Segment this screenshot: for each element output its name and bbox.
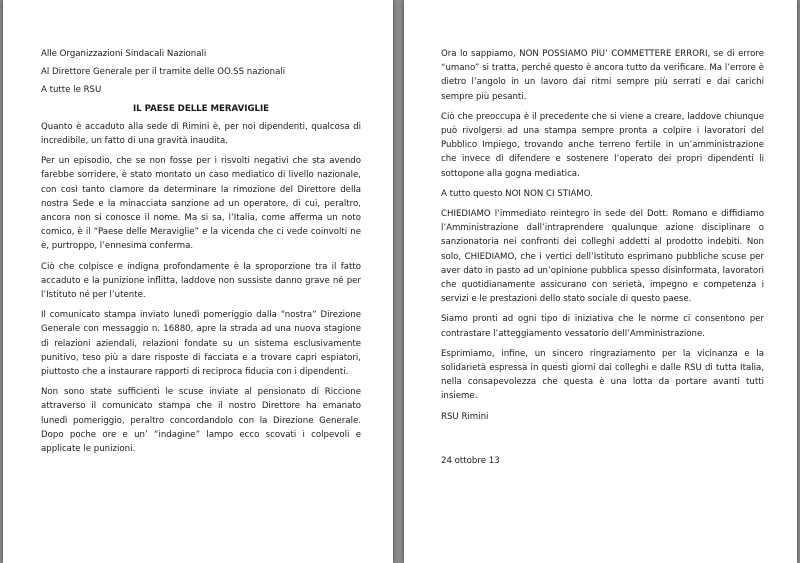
- body-paragraph: Per un episodio, che se non fosse per i risvolti negativi che sta avendo farebbe sorridere, è stato montato un caso mediatico di livello nazionale, con così tanto clamore da determinare la rimozione del Direttore della nostra Sede e la minacciata sanzione ad un operatore, di cui, peraltro, ancora non si conosce il nome. Ma si sa, l’Italia, come afferma un noto comico, è il “Paese delle Meraviglie” e la vicenda che ci vede coinvolti ne è, purtroppo, l’ennesima conferma.: [41, 156, 361, 252]
- body-paragraph: Non sono state sufficienti le scuse inviate al pensionato di Riccione attraverso il comunicato stampa che il nostro Direttore ha emanato lunedì pomeriggio, peraltro concordandolo con la Direzione Generale. Dopo poche ore e un’ “indagine” lampo ecco scovati i colpevoli e applicate le punizioni.: [41, 387, 361, 455]
- spacer: [441, 430, 764, 454]
- body-paragraph: Esprimiamo, infine, un sincero ringraziamento per la vicinanza e la solidarietà espressa in questi giorni dai colleghi e dalle RSU di tutta Italia, nella consapevolezza che questa è una lotta da portare avanti tutti insieme.: [441, 348, 764, 402]
- body-paragraph: Ciò che colpisce e indigna profondamente è la sproporzione tra il fatto accaduto e la punizione inflitta, laddove non sussiste danno grave né per l’Istituto né per l’utente.: [41, 261, 361, 301]
- body-paragraph: Il comunicato stampa inviato lunedì pomeriggio dalla “nostra” Direzione Generale con messaggio n. 16880, apre la strada ad una nuova stagione di relazioni aziendali, relazioni fondate su un sistema esclusivamente punitivo, teso più a dare risposte di facciata e a trovare capri espiatori, piuttosto che a instaurare rapporti di reciproca fiducia con i dipendenti.: [41, 310, 361, 378]
- body-paragraph: CHIEDIAMO l’immediato reintegro in sede del Dott. Romano e diffidiamo l’Amministrazione dall’intraprendere qualunque azione disciplinare o sanzionatoria nei confronti dei colleghi addetti al prodotto indebiti. Non solo, CHIEDIAMO, che i vertici dell’Istituto esprimano pubbliche scuse per aver dato in pasto ad un’opinione pubblica spesso disinformata, lavoratori che quotidianamente assicurano con serietà, impegno e competenza i servizi e le prestazioni dello stato sociale di questo paese.: [441, 209, 764, 305]
- body-paragraph: A tutto questo NOI NON CI STIAMO.: [441, 188, 593, 199]
- body-paragraph: Siamo pronti ad ogni tipo di iniziativa che le norme ci consentono per contrastare l’atteggiamento vessatorio dell’Amministrazione.: [441, 314, 764, 339]
- signature: RSU Rimini: [441, 411, 489, 422]
- addressee-line: A tutte le RSU: [41, 85, 102, 96]
- body-paragraph: Ciò che preoccupa è il precedente che si viene a creare, laddove chiunque può rivolgersi ad una stampa sempre pronta a colpire i lavoratori del Pubblico Impiego, trovando anche terreno fertile in un’amministrazione che invece di difendere e sostenere l’operato dei propri dipendenti li sottopone alla gogna mediatica.: [441, 111, 764, 179]
- addressee-line: Alle Organizzazioni Sindacali Nazionali: [41, 49, 207, 59]
- page-2: [404, 0, 797, 563]
- document-title: IL PAESE DELLE MERAVIGLIE: [132, 103, 270, 114]
- body-paragraph: Quanto è accaduto alla sede di Rimini è, per noi dipendenti, qualcosa di incredibile, un fatto di una gravità inaudita.: [41, 121, 361, 147]
- addressee-line: Al Direttore Generale per il tramite delle OO.SS nazionali: [41, 67, 286, 78]
- page-1: [3, 0, 393, 563]
- page-2-content: [441, 47, 764, 474]
- document-date: 24 ottobre 13: [441, 455, 500, 466]
- body-paragraph: Ora lo sappiamo, NON POSSIAMO PIU’ COMMETTERE ERRORI, se di errore “umano” si tratta, perché questo è ancora tutto da verificare. Ma l’errore è dietro l’angolo in un lavoro dai ritmi sempre più serrati e dai carichi sempre più pesanti.: [441, 49, 764, 102]
- page-1-content: [41, 47, 361, 462]
